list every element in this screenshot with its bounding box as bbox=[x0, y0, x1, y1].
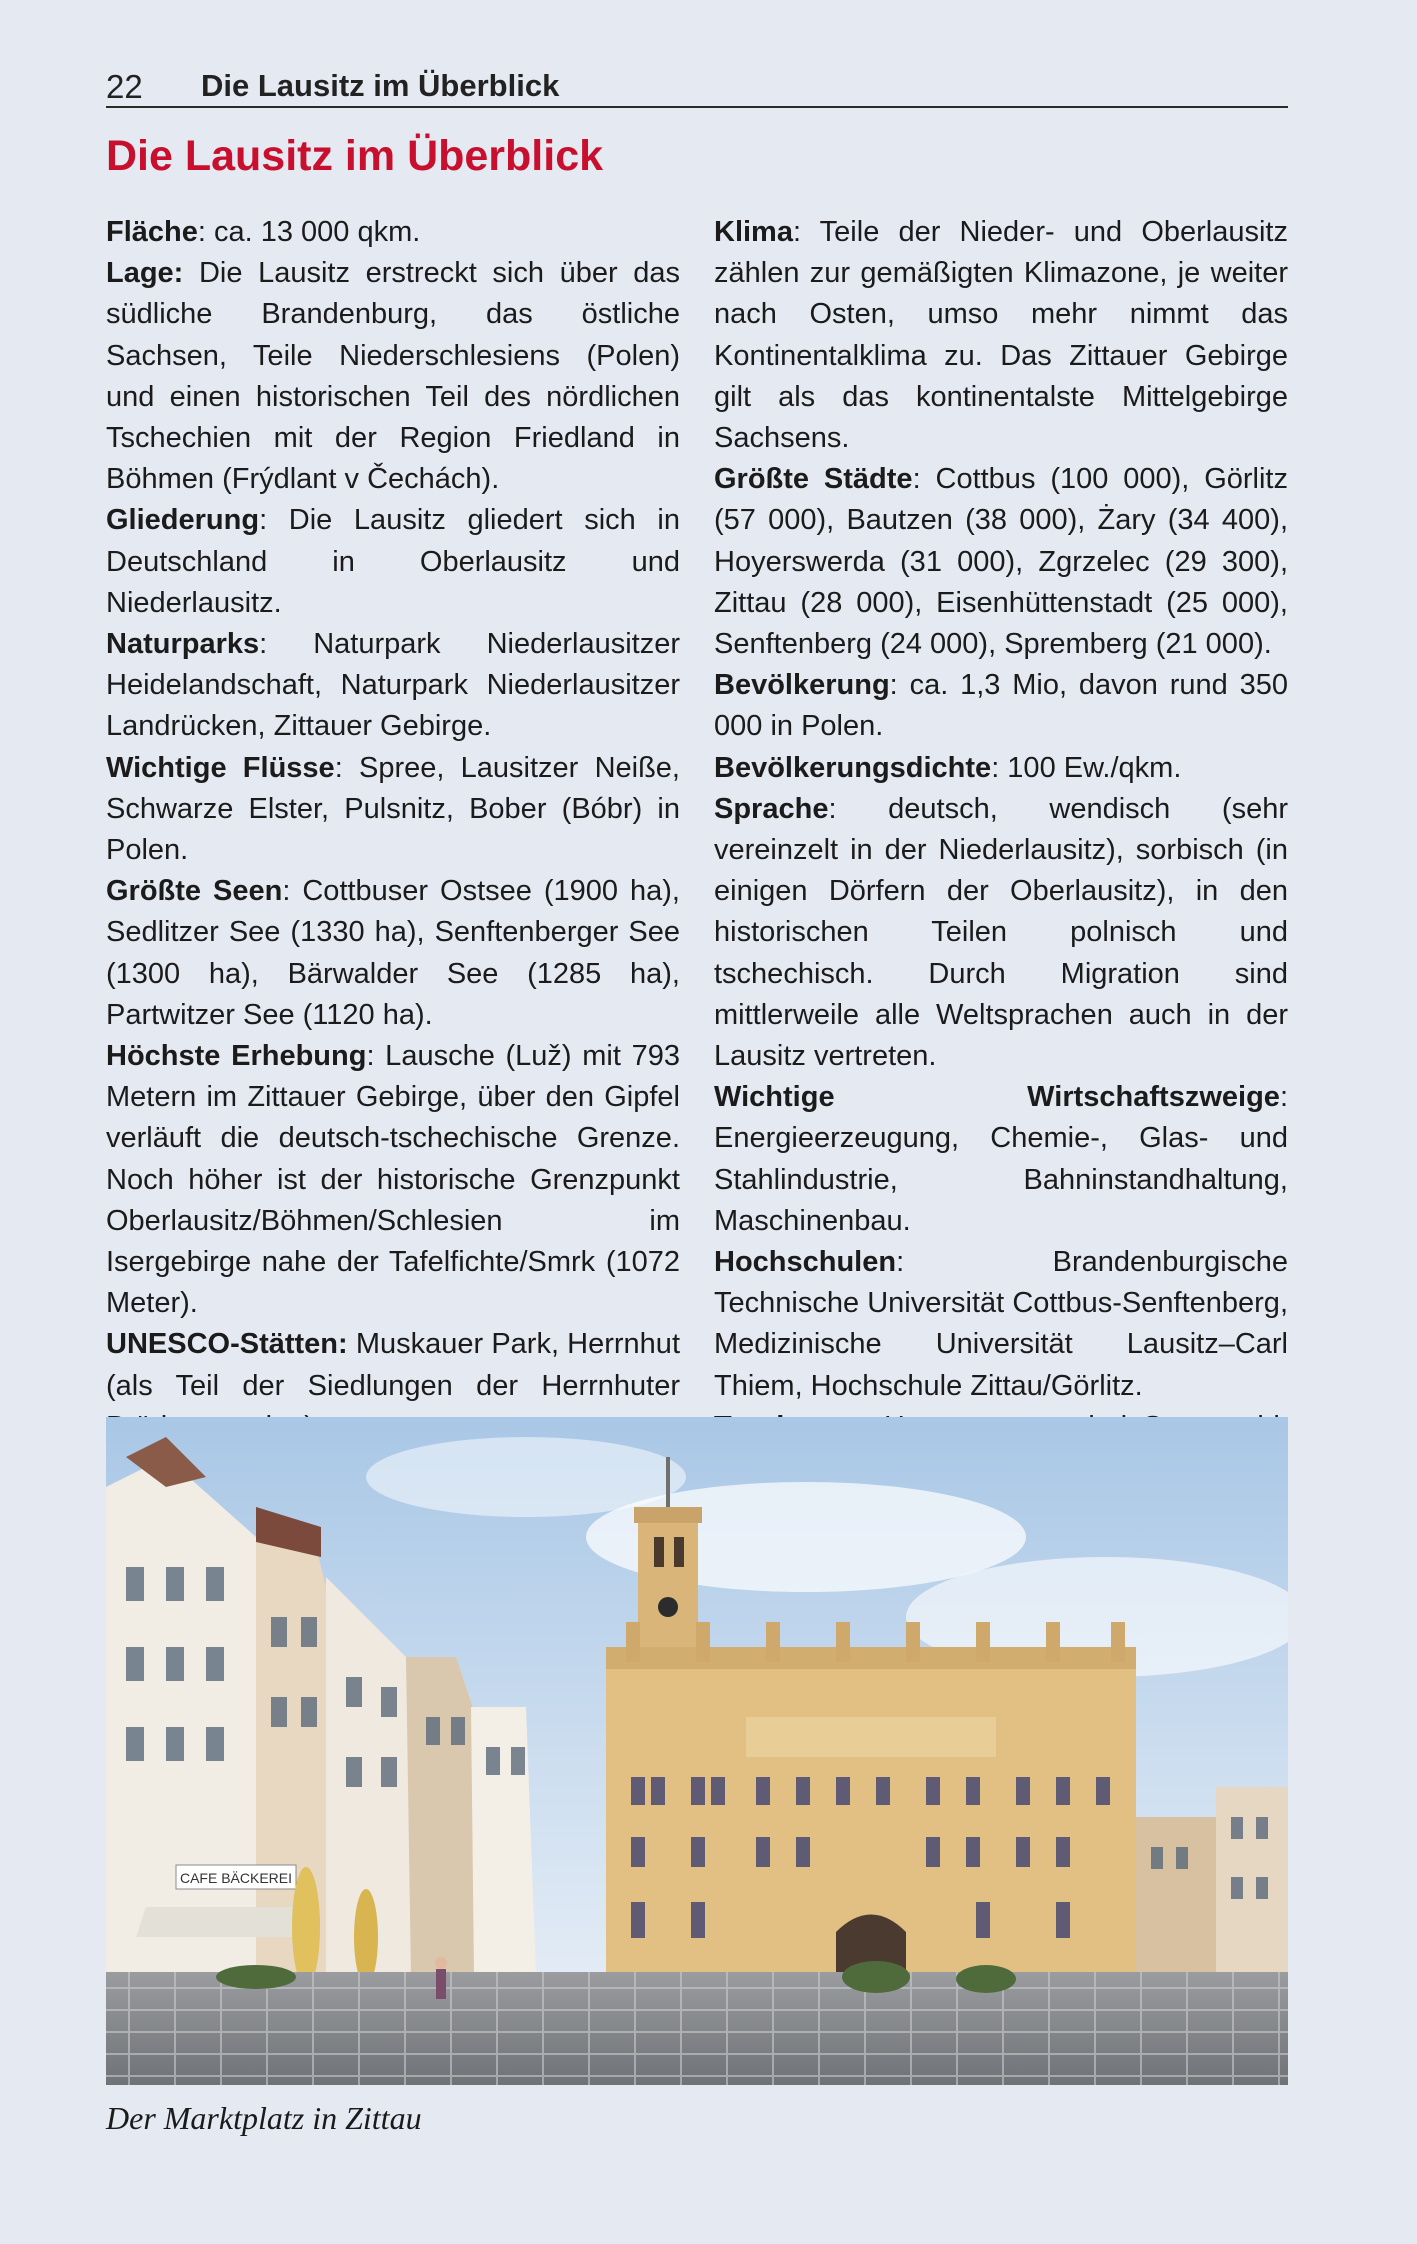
fact-rivers: Wichtige Flüsse: Spree, Lausitzer Neiße, Schwarze Elster, Pulsnitz, Bober (Bóbr) in Polen. bbox=[106, 751, 680, 867]
fact-population: Bevölkerung: ca. 1,3 Mio, davon rund 350 000 in Polen. bbox=[714, 669, 1288, 743]
fact-nature-parks: Naturparks: Naturpark Niederlausitzer Heidelandschaft, Naturpark Niederlausitzer Landrücken, Zittauer Gebirge. bbox=[106, 628, 680, 743]
fact-highest-peak: Höchste Erhebung: Lausche (Luž) mit 793 Metern im Zittauer Gebirge, über den Gipfel verläuft die deutsch-tschechische Grenze. Noch höher ist der historische Grenzpunkt Oberlausitz/Böhmen/Schlesien im Isergebirge nahe der Tafelfichte/Smrk (1072 Meter). bbox=[106, 1040, 680, 1320]
fact-density: Bevölkerungsdichte: 100 Ew./qkm. bbox=[714, 751, 1182, 784]
fact-language: Sprache: deutsch, wendisch (sehr vereinzelt in der Niederlausitz), sorbisch (in einigen Dörfern der Oberlausitz), in den historischen Teilen polnisch und tschechisch. Durch Migration sind mittlerweile alle Weltsprachen auch in der Lausitz vertreten. bbox=[714, 792, 1288, 1073]
running-head: Die Lausitz im Überblick bbox=[201, 68, 560, 103]
fact-universities: Hochschulen: Brandenburgische Technische Universität Cottbus-Senftenberg, Medizinische Universität Lausitz–Carl Thiem, Hochschule Zittau/Görlitz. bbox=[714, 1246, 1288, 1402]
shop-sign: CAFE BÄCKEREI bbox=[179, 1870, 293, 1886]
fact-unesco: UNESCO-Stätten: Muskauer Park, Herrnhut (als Teil der Siedlungen der Herrnhuter bbox=[106, 1328, 680, 1402]
photo-illustration bbox=[106, 1417, 1288, 2085]
page-header bbox=[106, 62, 1288, 108]
right-column bbox=[714, 212, 1288, 1531]
fact-largest-cities: Größte Städte: Cottbus (100 000), Görlitz (57 000), Bautzen (38 000), Żary (34 400), Hoyerswerda (31 000), Zgrzelec (29 300), Zittau (28 000), Eisenhüttenstadt (25 000), Senftenberg (24 000), Spremberg (21 000). bbox=[714, 463, 1288, 661]
page-title: Die Lausitz im Überblick bbox=[106, 132, 604, 180]
fact-lakes: Größte Seen: Cottbuser Ostsee (1900 ha), Sedlitzer See (1330 ha), Senftenberger See (1300 ha), Bärwalder See (1285 ha), Partwitzer See (1120 ha). bbox=[106, 875, 680, 1031]
page-number: 22 bbox=[106, 68, 143, 105]
fact-location: Lage: Die Lausitz erstreckt sich über das südliche Brandenburg, das östliche Sachsen, Teile Niederschlesiens (Polen) und einen historischen Teil des nördlichen Tschechien mit der Region Friedland in Böhmen (Frýdlant v Čechách). bbox=[106, 257, 680, 496]
market-square-photo bbox=[106, 1417, 1288, 2085]
fact-structure: Gliederung: Die Lausitz gliedert sich in Deutschland in Oberlausitz und Niederlausitz. bbox=[106, 504, 680, 619]
fact-economy: Wichtige Wirtschaftszweige: Energieerzeugung, Chemie-, Glas- und Stahlindustrie, Bahninstandhaltung, Maschinenbau. bbox=[714, 1081, 1288, 1237]
left-column bbox=[106, 212, 680, 1448]
fact-climate: Klima: Teile der Nieder- und Oberlausitz zählen zur gemäßigten Klimazone, je weiter nach Osten, umso mehr nimmt das Kontinentalklima zu. Das Zittauer Gebirge gilt als das kontinentalste Mittelgebirge Sachsens. bbox=[714, 216, 1288, 455]
fact-area: Fläche: ca. 13 000 qkm. bbox=[106, 216, 421, 248]
photo-caption: Der Marktplatz in Zittau bbox=[106, 2100, 422, 2136]
